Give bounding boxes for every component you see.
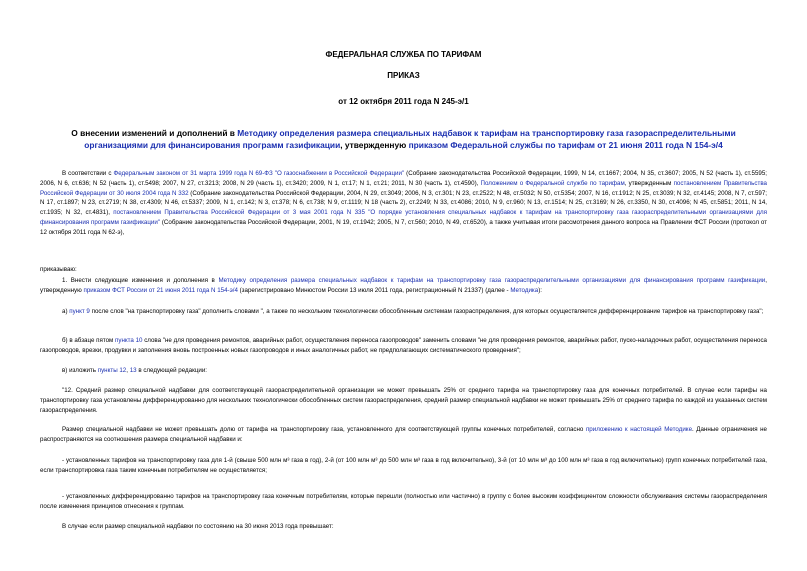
order-154-link[interactable]: приказом Федеральной службы по тарифам от 21 июня 2011 года N 154-э/4 (408, 140, 723, 150)
paragraph-text: ): (538, 286, 542, 294)
methodology-short-link[interactable]: Методика (510, 286, 539, 294)
preamble-paragraph (40, 169, 767, 238)
date-number-heading: от 12 октября 2011 года N 245-э/1 (338, 97, 469, 106)
fst-regulation-link[interactable]: Положением о Федеральной службе по тарифам (480, 179, 625, 187)
point-13-link[interactable]: 13 (129, 367, 137, 374)
title-text: О внесении изменений и дополнений в (71, 128, 238, 138)
doc-type-heading: ПРИКАЗ (387, 71, 420, 80)
paragraph-text: в) изложить (62, 367, 98, 374)
federal-law-link[interactable]: Федеральным законом от 31 марта 1999 года N 69-ФЗ "О газоснабжении в Российской Федерации" (113, 170, 405, 177)
paragraph-text: б) в абзаце пятом (62, 337, 116, 344)
methodology-link[interactable]: Методику определения размера специальных надбавок к тарифам на транспортировку газа газораспределительными организациями для финансирования программ газификации (84, 128, 736, 150)
paragraph-text: , (126, 367, 130, 374)
prikazyvayu-text: приказываю: (40, 266, 77, 273)
paragraph-text: слова "не для проведения ремонтов, аварийных работ, осуществления переноса газопроводов" заменить словами "не для проведения ремонтов, аварийных работ, пуско-наладочных работ, осуществления переноса газопроводов, врезки, продувки и заполнения вновь построенных новых газопроводов и иных аналогичных работ, не предполагающих систематического проведения"; (40, 337, 767, 354)
resolution-335-link[interactable]: постановлением Правительства Российской Федерации от 3 мая 2001 года N 335 "О порядке установления специальных надбавок к тарифам на транспортировку газа газораспределительными организациями для финансирования программ газификации" (40, 209, 767, 226)
paragraph-text: Размер специальной надбавки не может превышать долю от тарифа на транспортировку газа, установленного для соответствующей группы конечных потребителей, согласно (62, 426, 586, 433)
methodology-link[interactable]: Методику определения размера специальных надбавок к тарифам на транспортировку газа газораспределительными организациями для финансирования программ газификации (218, 277, 766, 284)
order-154-link[interactable]: приказом ФСТ России от 21 июня 2011 года N 154-э/4 (83, 286, 238, 294)
point-12-link[interactable]: пункты 12 (97, 367, 127, 374)
point-10-link[interactable]: пункта 10 (115, 337, 143, 344)
item-b-paragraph (40, 336, 767, 356)
agency-heading: ФЕДЕРАЛЬНАЯ СЛУЖБА ПО ТАРИФАМ (325, 50, 482, 59)
paragraph-text: . Данные ограничения не распространяются на соотношения размера специальной надбавки и: (40, 426, 768, 443)
paragraph-text: (Собрание законодательства Российской Федерации, 2004, N 29, ст.3049; 2006, N 3, ст.301; N 23, ст.2522; N 48, ст.5032; N 50, ст.5354; 2007, N 16, ст.1912; N 25, ст.3039; N 32, ст.4145; 2008, N 7, ст.597; N 17, ст.1897; N 23, ст.2719; N 38, ст.4309; N 46, ст.5337; 2009, N 1, ст.142; N 3, ст.378; N 6, ст.738; N 9, ст.1119; N 18 (часть 2), ст.2249; N 33, ст.4086; 2010, N 9, ст.960; N 13, ст.1514; N 25, ст.3169; N 26, ст.3350, N 30, ст.4096; N 45, ст.5851; 2011, N 14, ст.1935; N 32, ст.4831), (40, 189, 767, 217)
item-1-paragraph (40, 276, 767, 296)
document-title (40, 127, 767, 151)
bullet-2-text: - установленных дифференцированно тарифов на транспортировку газа конечным потребителям, которые перешли (полностью или частично) в группу с более высоким коэффициентом сложности обслуживания системы газораспределения после изменения принципов отнесения к группам. (40, 493, 767, 510)
last-paragraph: В случае если размер специальной надбавки по состоянию на 30 июня 2013 года превышает: (62, 523, 334, 530)
point-12-text: "12. Средний размер специальной надбавки для соответствующей газораспределительной организации не может превышать 25% от среднего тарифа на транспортировку газа для конечных потребителей. В случае если тарифы на транспортировку газа установлены дифференцированно для нескольких технологически обособленных систем газораспределения, средний размер специальной надбавки не может превышать 25% от среднего тарифа по каждой из указанных систем газораспределения. (40, 387, 767, 414)
paragraph-text: (Собрание законодательства Российской Федерации, 2001, N 19, ст.1942; 2005, N 7, ст.560; 2010, N 49, ст.6520), а также учитывая итоги рассмотрения данного вопроса на Правлении ФСТ России (протокол от 12 октября 2011 года N 62-э), (40, 218, 767, 236)
bullet-1-text: - установленных тарифов на транспортировку газа для 1-й (свыше 500 млн м³ газа в год), 2-й (от 100 млн м³ до 500 млн м³ газа в год включительно), 3-й (от 10 млн м³ до 100 млн м³ газа в год включительно) групп конечных потребителей газа, если транспортировка газа таким конечным потребителям не осуществляется; (40, 457, 767, 474)
paragraph-text: , утвержденным (624, 179, 674, 187)
paragraph-text: (зарегистрировано Минюстом России 13 июля 2011 года, регистрационный N 21337) (далее - (237, 286, 511, 294)
point-13-paragraph (40, 425, 767, 445)
appendix-link[interactable]: приложению к настоящей Методике (585, 426, 693, 433)
paragraph-text: 1. Внести следующие изменения и дополнения в (62, 277, 219, 284)
item-a-paragraph (40, 307, 767, 317)
paragraph-text: в следующей редакции: (136, 367, 207, 374)
point-9-link[interactable]: пункт 9 (69, 308, 90, 315)
item-v-paragraph (40, 366, 767, 376)
paragraph-text: , утвержденную (40, 277, 767, 294)
title-text: , утвержденную (340, 140, 409, 150)
paragraph-text: после слов "на транспортировку газа" дополнить словами ", а также по нескольким технологически обособленным системам газораспределения, для которых осуществляется дифференцирование тарифов на транспортировку газа"; (89, 308, 764, 315)
paragraph-text: В соответствии с (62, 170, 114, 177)
paragraph-text: (Собрание законодательства Российской Федерации, 1999, N 14, ст.1667; 2004, N 35, ст.3607; 2005, N 52 (часть 1), ст.5595; 2006, N 6, ст.636; N 52 (часть 1), ст.5498; 2007, N 27, ст.3213; 2008, N 29 (часть 1), ст.3420; 2009, N 1, ст.17; N 1, ст.21; 2011, N 30 (часть 1), ст.4590), (40, 170, 767, 187)
resolution-332-link[interactable]: постановлением Правительства Российской Федерации от 30 июля 2004 года N 332 (40, 179, 767, 197)
paragraph-text: а) (62, 308, 70, 315)
